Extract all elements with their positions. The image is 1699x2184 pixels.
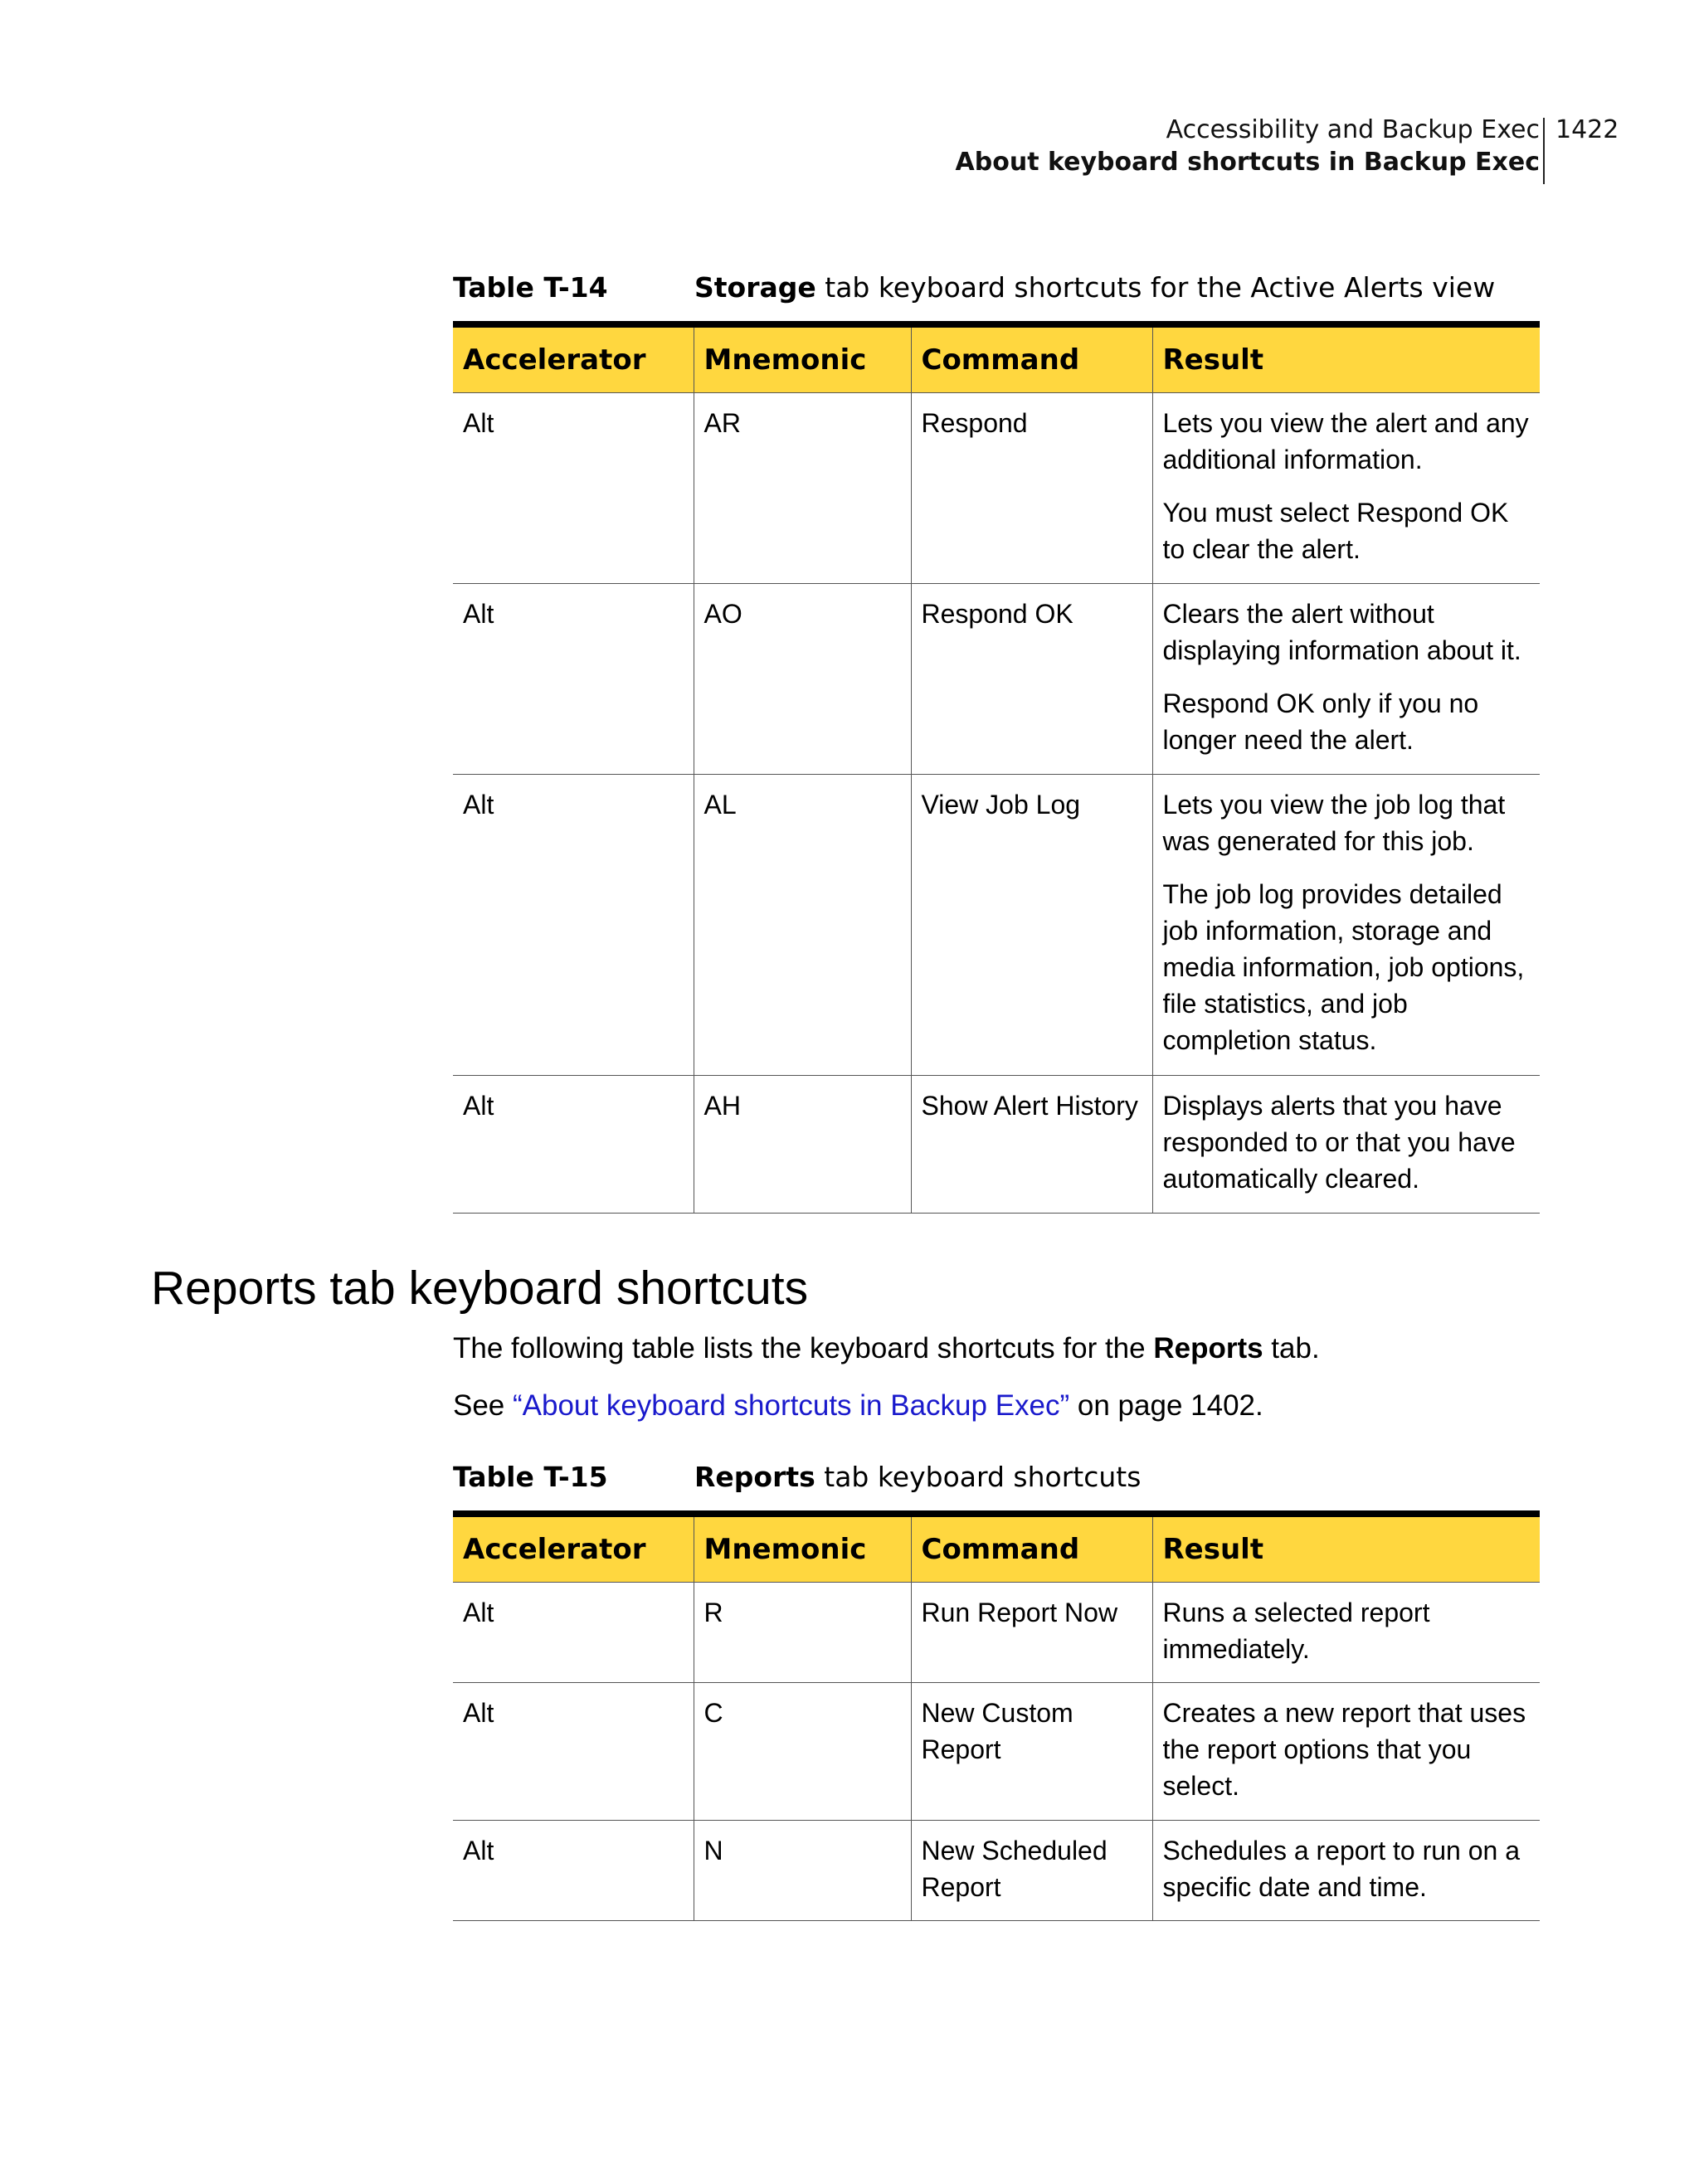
cell-accelerator: Alt <box>453 1583 694 1683</box>
table-title-rest: tab keyboard shortcuts <box>815 1461 1142 1493</box>
result-paragraph: Schedules a report to run on a specific date and time. <box>1162 1836 1520 1902</box>
chapter-title: Accessibility and Backup Exec <box>1166 115 1540 144</box>
table-row <box>453 1683 1540 1821</box>
cell-command: Run Report Now <box>911 1583 1152 1683</box>
cell-accelerator: Alt <box>453 1821 694 1921</box>
cell-accelerator: Alt <box>453 1683 694 1821</box>
table-title-bold: Storage <box>694 271 816 304</box>
result-paragraph: You must select Respond OK to clear the alert. <box>1162 498 1509 564</box>
cell-mnemonic: N <box>694 1821 911 1921</box>
cell-result <box>1152 1076 1540 1214</box>
table-row <box>453 775 1540 1076</box>
intro-bold: Reports <box>1153 1332 1263 1364</box>
intro-text-end: tab. <box>1263 1332 1320 1364</box>
running-header <box>710 114 1540 179</box>
section-heading: Reports tab keyboard shortcuts <box>151 1262 809 1315</box>
column-header-command: Command <box>911 324 1152 393</box>
cell-command: Show Alert History <box>911 1076 1152 1214</box>
result-paragraph: Runs a selected report immediately. <box>1162 1598 1430 1664</box>
page-number: 1422 <box>1555 115 1619 144</box>
column-header-command: Command <box>911 1514 1152 1583</box>
cell-command: Respond OK <box>911 584 1152 775</box>
table-row <box>453 1076 1540 1214</box>
cell-result <box>1152 584 1540 775</box>
intro-text: The following table lists the keyboard shortcuts for the <box>453 1332 1154 1364</box>
cell-result <box>1152 1583 1540 1683</box>
result-paragraph: Lets you view the alert and any additional information. <box>1162 408 1529 474</box>
see-suffix: on page 1402. <box>1069 1389 1263 1422</box>
table-header-row <box>453 1514 1540 1583</box>
result-paragraph: Lets you view the job log that was generated for this job. <box>1162 790 1506 856</box>
cell-accelerator: Alt <box>453 393 694 584</box>
table-title <box>694 270 1495 305</box>
result-paragraph: Creates a new report that uses the report options that you select. <box>1162 1698 1526 1801</box>
table-t15 <box>453 1510 1540 1921</box>
table-row <box>453 1821 1540 1921</box>
column-header-mnemonic: Mnemonic <box>694 1514 911 1583</box>
table-row <box>453 393 1540 584</box>
result-paragraph: The job log provides detailed job information, storage and media information, job options, file statistics, and job completion status. <box>1162 879 1525 1055</box>
cell-mnemonic: AH <box>694 1076 911 1214</box>
table-header-row <box>453 324 1540 393</box>
column-header-result: Result <box>1152 1514 1540 1583</box>
cell-mnemonic: AL <box>694 775 911 1076</box>
cell-mnemonic: R <box>694 1583 911 1683</box>
cell-accelerator: Alt <box>453 1076 694 1214</box>
cell-mnemonic: C <box>694 1683 911 1821</box>
cell-accelerator: Alt <box>453 584 694 775</box>
table-t14 <box>453 321 1540 1214</box>
result-paragraph: Clears the alert without displaying information about it. <box>1162 599 1521 665</box>
see-prefix: See <box>453 1389 513 1422</box>
cell-mnemonic: AR <box>694 393 911 584</box>
cell-accelerator: Alt <box>453 775 694 1076</box>
cross-reference-link[interactable]: “About keyboard shortcuts in Backup Exec” <box>513 1389 1070 1422</box>
cell-command: New Scheduled Report <box>911 1821 1152 1921</box>
cell-result <box>1152 1821 1540 1921</box>
table-row <box>453 584 1540 775</box>
cell-mnemonic: AO <box>694 584 911 775</box>
cell-result <box>1152 393 1540 584</box>
see-reference <box>453 1387 1263 1425</box>
cell-result <box>1152 1683 1540 1821</box>
table-number: Table T-14 <box>453 271 608 304</box>
cell-command: Respond <box>911 393 1152 584</box>
table-title-bold: Reports <box>694 1461 815 1493</box>
section-intro <box>453 1330 1320 1368</box>
table-row <box>453 1583 1540 1683</box>
cell-command: New Custom Report <box>911 1683 1152 1821</box>
column-header-result: Result <box>1152 324 1540 393</box>
column-header-accelerator: Accelerator <box>453 1514 694 1583</box>
result-paragraph: Displays alerts that you have responded to or that you have automatically cleared. <box>1162 1091 1516 1194</box>
table-title-rest: tab keyboard shortcuts for the Active Alerts view <box>815 271 1496 304</box>
table-title <box>694 1460 1141 1495</box>
column-header-accelerator: Accelerator <box>453 324 694 393</box>
section-title: About keyboard shortcuts in Backup Exec <box>955 148 1540 177</box>
table-number: Table T-15 <box>453 1461 608 1493</box>
cell-command: View Job Log <box>911 775 1152 1076</box>
header-divider <box>1543 118 1545 184</box>
column-header-mnemonic: Mnemonic <box>694 324 911 393</box>
result-paragraph: Respond OK only if you no longer need the alert. <box>1162 688 1479 755</box>
cell-result <box>1152 775 1540 1076</box>
